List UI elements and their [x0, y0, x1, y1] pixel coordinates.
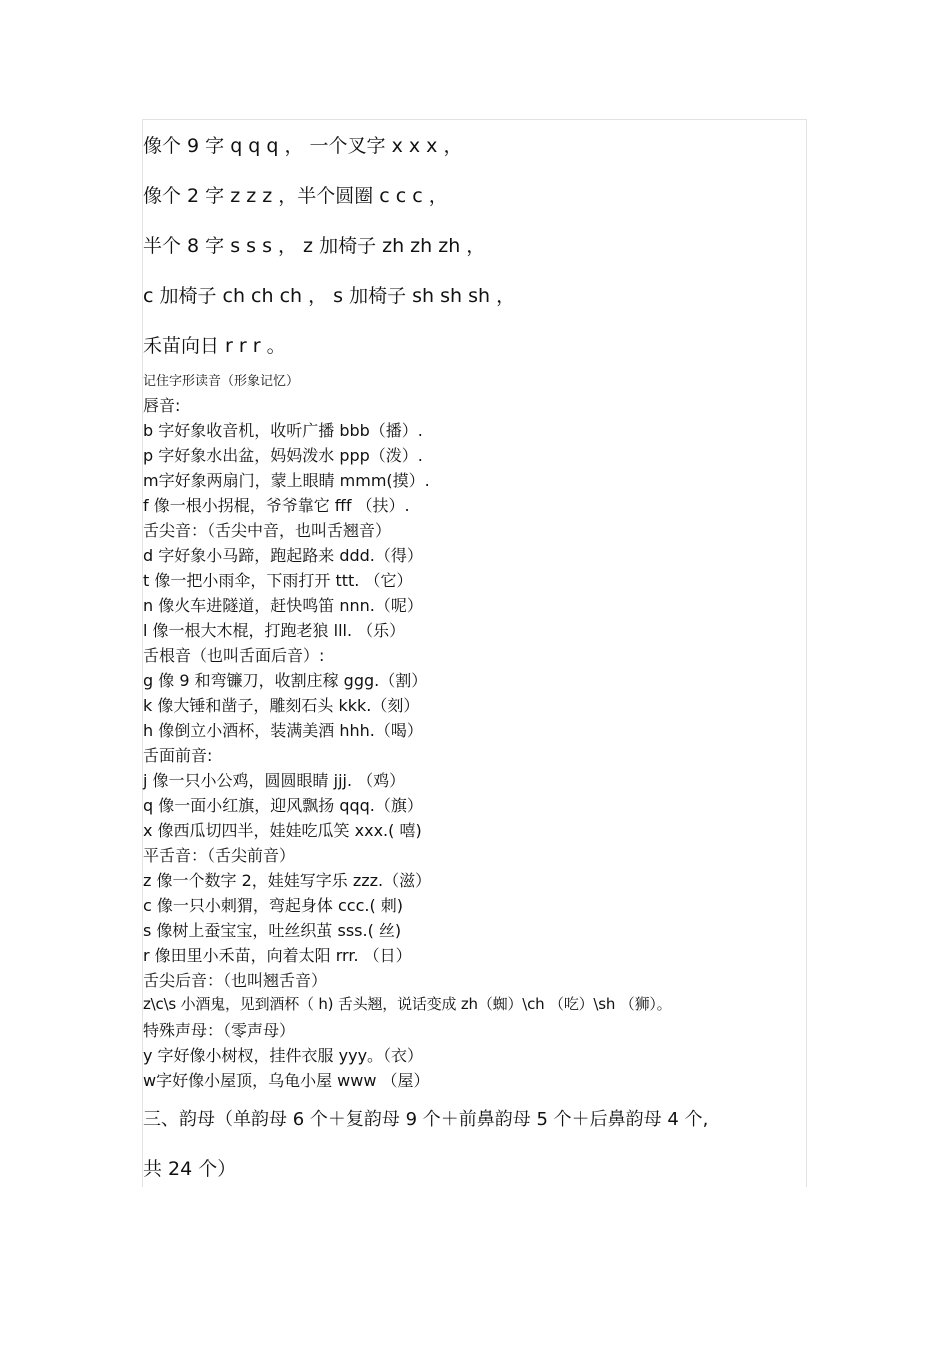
body-line-1: 唇音: — [143, 396, 181, 415]
body-line-18: x 像西瓜切四半，娃娃吃瓜笑 xxx.( 嘻) — [143, 821, 422, 840]
body-line-7: d 字好象小马蹄，跑起路来 ddd.（得） — [143, 546, 423, 565]
body-line-19: 平舌音：（舌尖前音） — [143, 846, 296, 865]
rhyme-line-2: 像个 2 字 z z z ，半个圆圈 c c c ， — [143, 185, 448, 207]
body-line-22: s 像树上蚕宝宝，吐丝织茧 sss.( 丝) — [143, 921, 402, 940]
body-line-11: 舌根音（也叫舌面后音）: — [143, 646, 325, 665]
body-line-27: y 字好像小树杈，挂件衣服 yyy。（衣） — [143, 1046, 424, 1065]
body-line-3: p 字好象水出盆，妈妈泼水 ppp（泼）. — [143, 446, 423, 465]
body-line-15: 舌面前音: — [143, 746, 213, 765]
body-line-8: t 像一把小雨伞，下雨打开 ttt. （它） — [143, 571, 413, 590]
body-line-12: g 像 9 和弯镰刀，收割庄稼 ggg.（割） — [143, 671, 428, 690]
body-line-26: 特殊声母：（零声母） — [143, 1021, 296, 1040]
body-line-9: n 像火车进隧道，赶快鸣笛 nnn.（呢） — [143, 596, 423, 615]
body-line-20: z 像一个数字 2，娃娃写字乐 zzz.（滋） — [143, 871, 432, 890]
section3-heading-cont: 共 24 个） — [143, 1158, 237, 1180]
body-line-10: l 像一根大木棍，打跑老狼 lll. （乐） — [143, 621, 406, 640]
body-line-25: z\c\s 小酒鬼，见到酒杯（ h) 舌头翘，说话变成 zh（蜘）\ch （吃）\sh （狮）。 — [143, 995, 672, 1013]
body-line-13: k 像大锤和凿子，雕刻石头 kkk.（刻） — [143, 696, 420, 715]
memory-title: 记住字形读音（形象记忆） — [143, 374, 300, 389]
body-line-24: 舌尖后音：（也叫翘舌音） — [143, 971, 328, 990]
rhyme-line-5: 禾苗向日 r r r 。 — [143, 335, 286, 357]
section3-heading: 三、韵母（单韵母 6 个＋复韵母 9 个＋前鼻韵母 5 个＋后鼻韵母 4 个, — [143, 1109, 709, 1130]
body-line-28: w字好像小屋顶，乌龟小屋 www （屋） — [143, 1071, 430, 1090]
body-line-14: h 像倒立小酒杯，装满美酒 hhh.（喝） — [143, 721, 423, 740]
rhyme-line-4: c 加椅子 ch ch ch ， s 加椅子 sh sh sh ， — [143, 285, 516, 307]
rhyme-line-3: 半个 8 字 s s s ， z 加椅子 zh zh zh ， — [143, 235, 486, 257]
rhyme-line-1: 像个 9 字 q q q ， 一个叉字 x x x ， — [143, 135, 463, 157]
body-line-17: q 像一面小红旗，迎风飘扬 qqq.（旗） — [143, 796, 423, 815]
body-line-21: c 像一只小刺猬，弯起身体 ccc.( 刺) — [143, 896, 404, 915]
body-line-4: m字好象两扇门，蒙上眼睛 mmm(摸）. — [143, 471, 430, 490]
body-line-5: f 像一根小拐棍，爷爷靠它 fff （扶）. — [143, 496, 410, 515]
body-line-2: b 字好象收音机，收听广播 bbb（播）. — [143, 421, 423, 440]
body-line-16: j 像一只小公鸡，圆圆眼睛 jjj. （鸡） — [143, 771, 406, 790]
body-line-23: r 像田里小禾苗，向着太阳 rrr. （日） — [143, 946, 412, 965]
body-line-6: 舌尖音：（舌尖中音，也叫舌翘音） — [143, 521, 392, 540]
